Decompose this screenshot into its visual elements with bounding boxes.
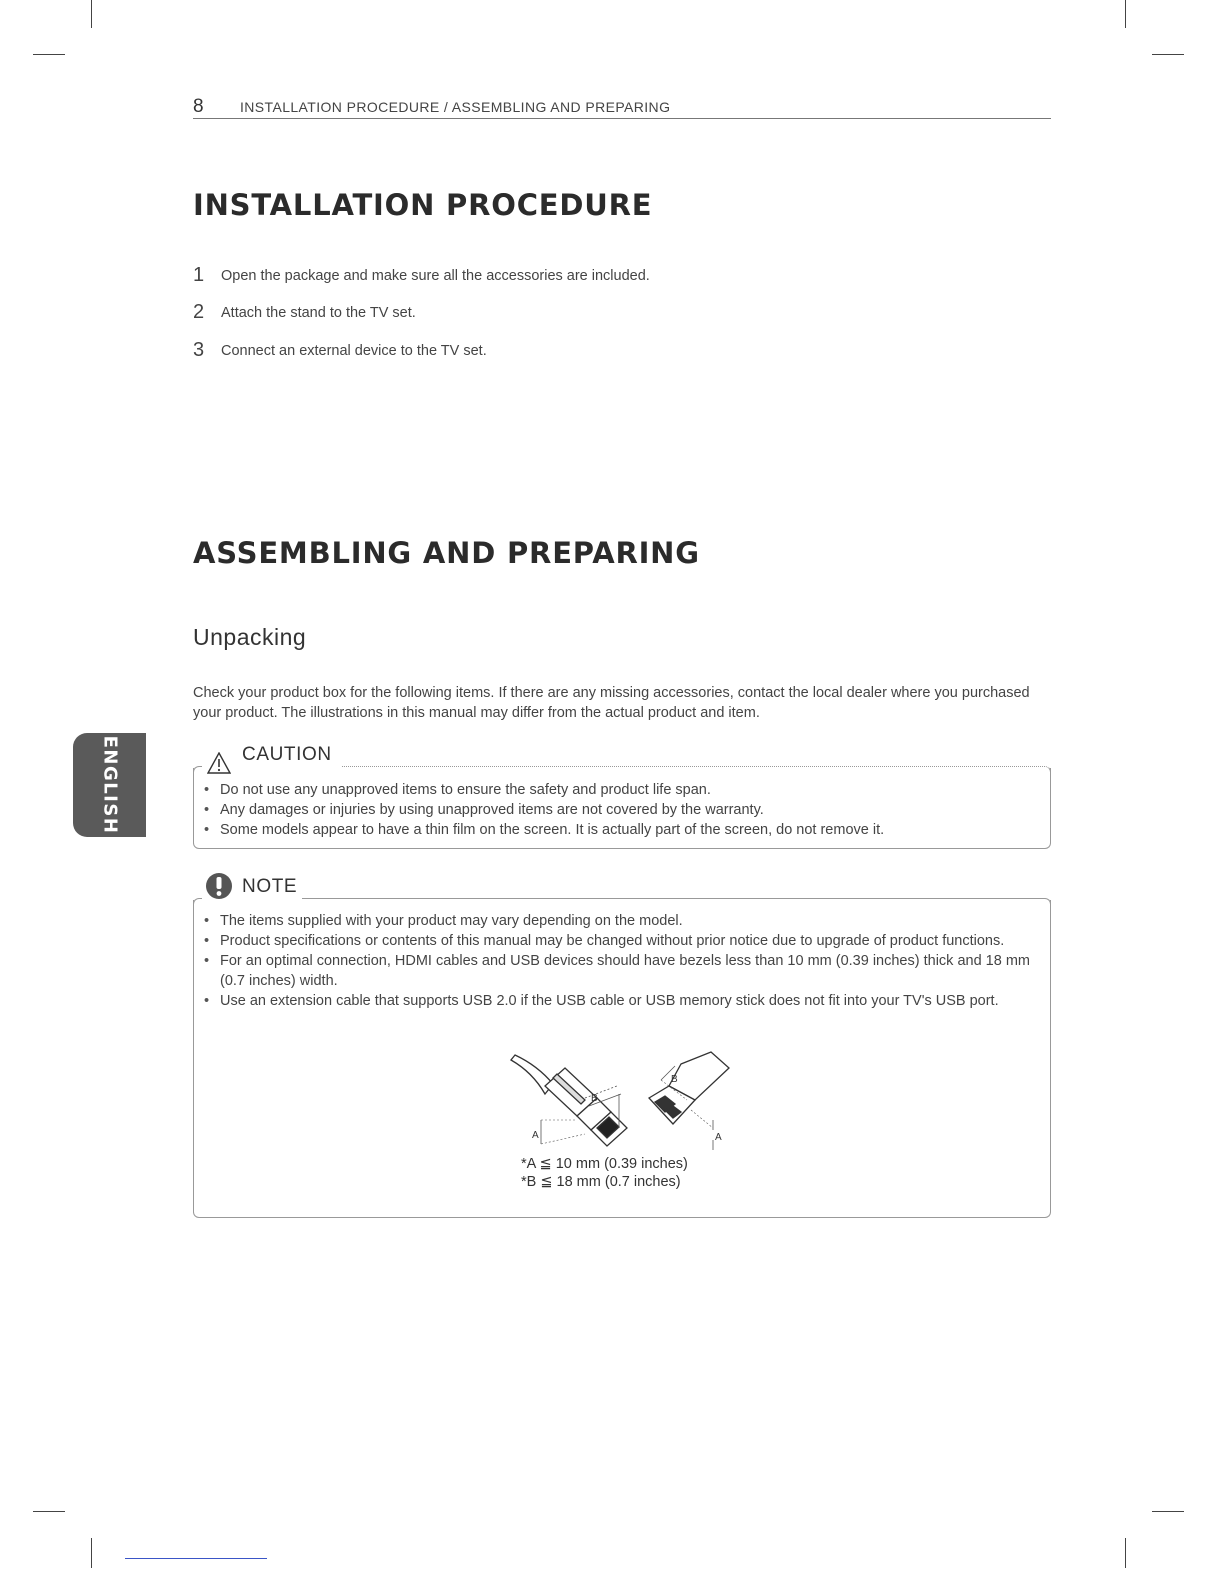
page-header <box>193 96 1051 119</box>
footer-link-underline <box>125 1558 267 1559</box>
spec-line-a: *A ≦ 10 mm (0.39 inches) <box>521 1156 688 1172</box>
step-number: 2 <box>193 301 205 323</box>
step-text: Connect an external device to the TV set. <box>221 343 487 359</box>
note-list <box>202 911 1030 1011</box>
caution-item: • Some models appear to have a thin film on the screen. It is actually part of the screen, do not remove it. <box>202 820 1030 840</box>
note-item: • Product specifications or contents of this manual may be changed without prior notice due to upgrade of product functions. <box>202 931 1030 951</box>
caution-item: • Any damages or injuries by using unapproved items are not covered by the warranty. <box>202 800 1030 820</box>
language-tab-label: ENGLISH <box>99 735 120 835</box>
intro-paragraph: Check your product box for the following items. If there are any missing accessories, contact the local dealer where you purchased your product. The illustrations in this manual may differ from the actual product and item. <box>193 685 1030 721</box>
crop-mark <box>33 54 65 55</box>
note-item: • Use an extension cable that supports USB 2.0 if the USB cable or USB memory stick does not fit into your TV's USB port. <box>202 991 1030 1011</box>
crop-mark <box>1125 1538 1126 1568</box>
note-label: NOTE <box>242 876 298 897</box>
crop-mark <box>91 0 92 28</box>
step-number: 3 <box>193 339 205 361</box>
step-text: Attach the stand to the TV set. <box>221 305 416 321</box>
note-item: • The items supplied with your product may vary depending on the model. <box>202 911 1030 931</box>
caution-list <box>202 780 1030 840</box>
crop-mark <box>1125 0 1126 28</box>
unpacking-subtitle: Unpacking <box>193 624 307 650</box>
caution-item: • Do not use any unapproved items to ensure the safety and product life span. <box>202 780 1030 800</box>
warning-triangle-icon <box>207 752 231 774</box>
hdmi-dimension-b-label: B <box>591 1093 598 1104</box>
usb-dimension-a-label: A <box>715 1132 722 1143</box>
spec-line-b: *B ≦ 18 mm (0.7 inches) <box>521 1174 681 1190</box>
installation-title: INSTALLATION PROCEDURE <box>193 188 653 222</box>
crop-mark <box>1152 54 1184 55</box>
caution-label: CAUTION <box>242 744 332 765</box>
note-item: • For an optimal connection, HDMI cables and USB devices should have bezels less than 10 mm (0.39 inches) thick and 18 mm (0.7 inches) width. <box>202 951 1030 991</box>
usb-dimension-b-label: B <box>671 1074 678 1085</box>
hdmi-dimension-a-label: A <box>532 1130 539 1141</box>
page-number: 8 <box>193 96 204 117</box>
crop-mark <box>33 1511 65 1512</box>
hdmi-connector-illustration <box>511 1055 627 1146</box>
running-head: INSTALLATION PROCEDURE / ASSEMBLING AND PREPARING <box>240 99 671 115</box>
usb-stick-illustration <box>649 1052 729 1124</box>
language-tab <box>73 733 146 837</box>
connector-dimension-diagram <box>505 1050 750 1160</box>
crop-mark <box>91 1538 92 1568</box>
exclamation-circle-icon <box>205 872 233 900</box>
caution-box <box>193 744 1051 849</box>
crop-mark <box>1152 1511 1184 1512</box>
step-number: 1 <box>193 264 205 286</box>
assembling-title: ASSEMBLING AND PREPARING <box>193 536 700 570</box>
step-text: Open the package and make sure all the accessories are included. <box>221 268 650 284</box>
